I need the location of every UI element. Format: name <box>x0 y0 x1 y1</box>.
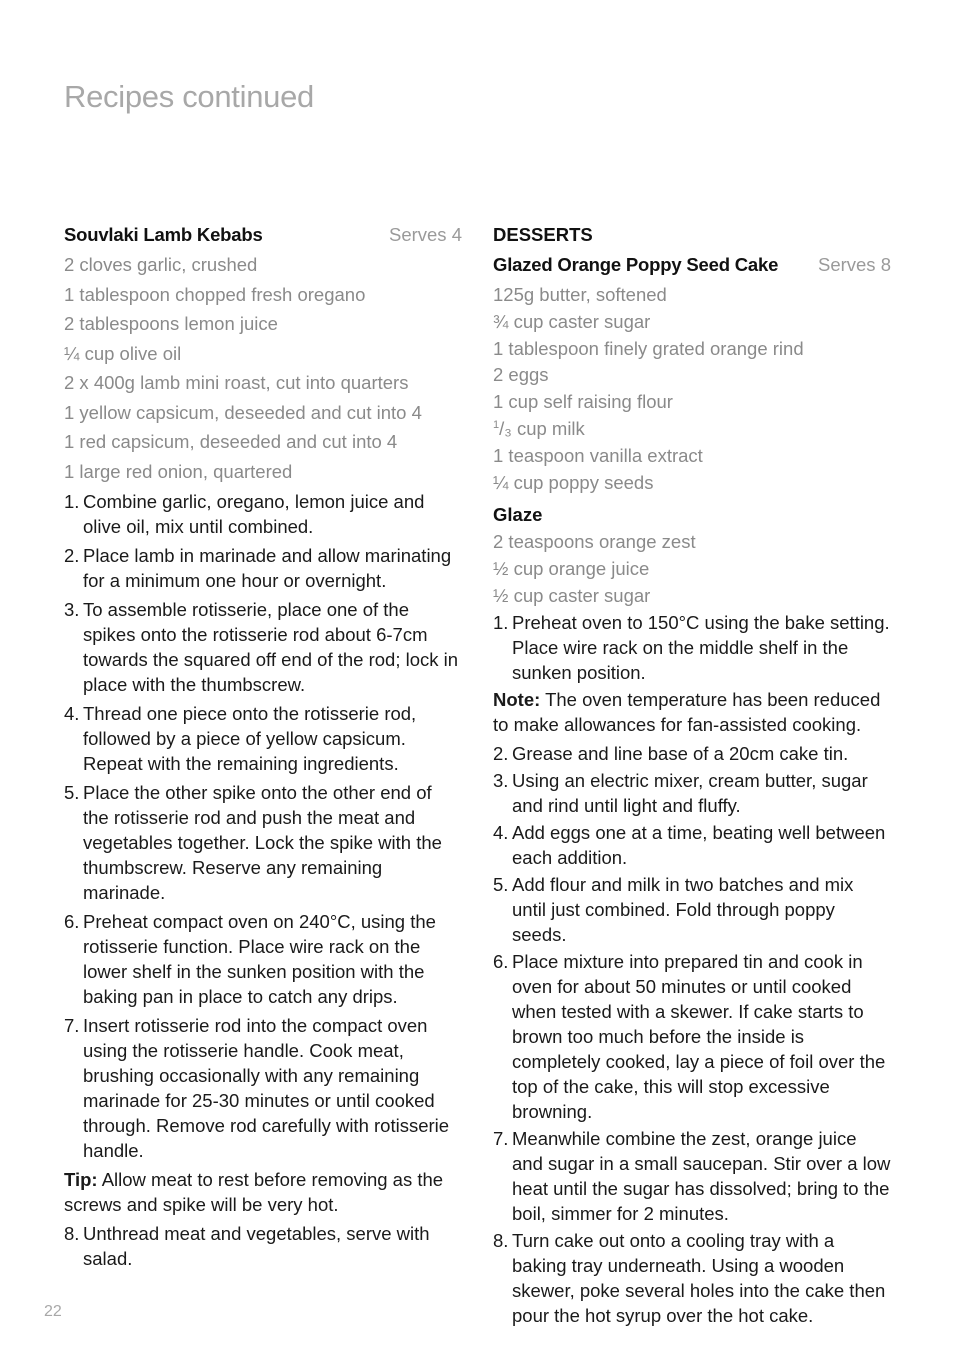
ingredient-item: 1 tablespoon finely grated orange rind <box>493 337 804 359</box>
method-step <box>64 780 462 905</box>
step-number: 7. <box>64 1015 80 1036</box>
step-number: 5. <box>64 782 80 803</box>
step-text: Thread one piece onto the rotisserie rod, followed by a piece of yellow capsicum. Repeat with the remaining ingredients. <box>83 703 417 774</box>
ingredient-item: 2 eggs <box>493 364 549 386</box>
method-step <box>493 610 891 685</box>
method-step <box>493 768 891 818</box>
cake-recipe-heading <box>493 252 891 282</box>
method-step <box>64 543 462 593</box>
step-number: 2. <box>493 742 509 764</box>
glaze-ingredient-list <box>493 529 891 609</box>
tip-text: Allow meat to rest before removing as the screws and spike will be very hot. <box>64 1169 444 1215</box>
lamb-recipe-column <box>64 222 462 1275</box>
ingredient-item: 2 teaspoons orange zest <box>493 531 696 553</box>
step-number: 2. <box>64 545 80 566</box>
method-step <box>493 1228 891 1328</box>
ingredient-list <box>493 282 891 496</box>
ingredient-item: ½ cup orange juice <box>493 558 650 580</box>
dessert-recipe-column <box>493 222 891 1330</box>
method-step <box>493 872 891 947</box>
tip-label: Tip: <box>64 1169 98 1190</box>
note-text: The oven temperature has been reduced to make allowances for fan-assisted cooking. <box>493 688 881 735</box>
step-number: 3. <box>64 599 80 620</box>
page-title: Recipes continued <box>64 78 314 114</box>
step-text: Turn cake out onto a cooling tray with a baking tray underneath. Using a wooden skewer, poke several holes into the cake then pour the hot syrup over the hot cake. <box>512 1229 886 1326</box>
step-text: Unthread meat and vegetables, serve with salad. <box>83 1223 430 1269</box>
step-text: Add flour and milk in two batches and mix until just combined. Fold through poppy seeds. <box>512 873 854 945</box>
step-text: Place the other spike onto the other end of the rotisserie rod and push the meat and vegetables together. Lock the spike with the thumbscrew. Reserve any remaining marinade. <box>83 782 442 903</box>
step-number: 6. <box>64 911 80 932</box>
step-number: 1. <box>493 611 509 633</box>
ingredient-item: 1 yellow capsicum, deseeded and cut into 4 <box>64 401 422 423</box>
ingredient-list <box>64 250 462 486</box>
method-step <box>64 1013 462 1163</box>
step-text: Add eggs one at a time, beating well between each addition. <box>512 821 886 868</box>
serves-label: Serves 8 <box>817 254 891 275</box>
ingredient-item: 2 x 400g lamb mini roast, cut into quarters <box>64 372 409 393</box>
ingredient-item: ¼ cup poppy seeds <box>493 471 654 493</box>
step-text: Meanwhile combine the zest, orange juice and sugar in a small saucepan. Stir over a low heat until the sugar has dissolved; bring to the boil, simmer for 2 minutes. <box>512 1127 891 1224</box>
step-number: 5. <box>493 873 509 895</box>
step-text: Place mixture into prepared tin and cook in oven for about 50 minutes or until cooked when tested with a skewer. If cake starts to brown too much before the inside is completely cooked, lay a piece of foil over the top of the cake, this will stop excessive browning. <box>512 950 886 1122</box>
ingredient-item: 1 cup self raising flour <box>493 391 673 413</box>
method-step <box>493 949 891 1124</box>
recipe-title: Souvlaki Lamb Kebabs <box>64 224 263 245</box>
glaze-title: Glaze <box>493 504 543 526</box>
page-number: 22 <box>44 1303 62 1320</box>
method-step <box>64 909 462 1009</box>
step-text: Place lamb in marinade and allow marinating for a minimum one hour or overnight. <box>83 545 452 591</box>
ingredient-item: $^1$/₃ cup milk <box>493 417 585 439</box>
step-number: 4. <box>64 703 80 724</box>
method-step <box>64 489 462 539</box>
step-number: 8. <box>64 1223 80 1244</box>
section-title: DESSERTS <box>493 224 593 245</box>
ingredient-item: 125g butter, softened <box>493 284 667 305</box>
step-text: Preheat oven to 150°C using the bake setting. Place wire rack on the middle shelf in the sunken position. <box>512 611 890 683</box>
tip-note <box>64 1167 462 1217</box>
ingredient-item: 2 cloves garlic, crushed <box>64 254 258 275</box>
step-number: 7. <box>493 1127 509 1149</box>
note-label: Note: <box>493 688 541 710</box>
ingredient-item: 1 teaspoon vanilla extract <box>493 444 703 466</box>
method-step <box>64 701 462 776</box>
serves-label: Serves 4 <box>388 224 462 245</box>
method-steps-final <box>64 1221 462 1271</box>
step-number: 1. <box>64 491 80 512</box>
method-step <box>64 597 462 697</box>
method-step <box>493 820 891 870</box>
ingredient-item: 2 tablespoons lemon juice <box>64 313 278 334</box>
ingredient-item: ¾ cup caster sugar <box>493 310 651 332</box>
recipe-title: Glazed Orange Poppy Seed Cake <box>493 254 779 275</box>
lamb-recipe-heading <box>64 222 462 249</box>
ingredient-item: 1 red capsicum, deseeded and cut into 4 <box>64 431 398 452</box>
method-steps-continued <box>493 741 891 1328</box>
step-number: 4. <box>493 821 509 843</box>
step-number: 8. <box>493 1229 509 1251</box>
method-step <box>64 1221 462 1271</box>
oven-note <box>493 687 891 737</box>
method-steps <box>64 489 462 1163</box>
ingredient-item: 1 tablespoon chopped fresh oregano <box>64 283 366 305</box>
step-text: Using an electric mixer, cream butter, sugar and rind until light and fluffy. <box>512 769 868 816</box>
step-text: Grease and line base of a 20cm cake tin. <box>512 742 849 764</box>
ingredient-item: ¼ cup olive oil <box>64 342 182 364</box>
step-text: To assemble rotisserie, place one of the spikes onto the rotisserie rod about 6-7cm towards the squared off end of the rod; lock in place with the thumbscrew. <box>83 599 459 695</box>
step-text: Insert rotisserie rod into the compact oven using the rotisserie handle. Cook meat, brushing occasionally with any remaining marinade for 25-30 minutes or until cooked through. Remove rod carefully with rotisserie handle. <box>83 1015 450 1161</box>
step-number: 6. <box>493 950 509 972</box>
ingredient-item: ½ cup caster sugar <box>493 584 651 606</box>
step-text: Combine garlic, oregano, lemon juice and olive oil, mix until combined. <box>83 491 425 537</box>
method-step <box>493 1126 891 1226</box>
step-text: Preheat compact oven on 240°C, using the rotisserie function. Place wire rack on the lower shelf in the sunken position with the baking pan in place to catch any drips. <box>83 911 436 1007</box>
ingredient-item: 1 large red onion, quartered <box>64 460 293 482</box>
method-steps <box>493 610 891 685</box>
method-step <box>493 741 891 766</box>
step-number: 3. <box>493 769 509 791</box>
